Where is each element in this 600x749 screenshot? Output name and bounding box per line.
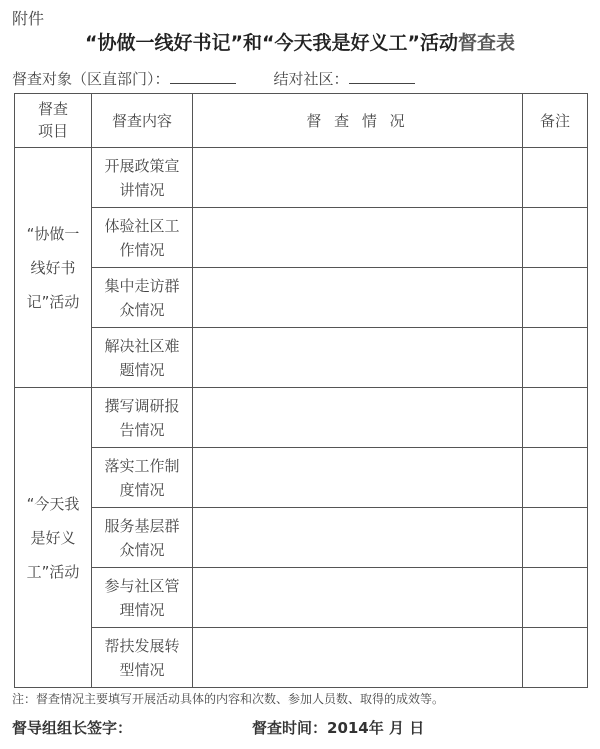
community-blank[interactable]: [349, 69, 415, 84]
condition-cell[interactable]: [193, 388, 523, 448]
target-label: 督查对象（区直部门）：: [12, 70, 170, 88]
note-cell[interactable]: [523, 388, 588, 448]
check-time-label: 督查时间：2014年 月 日: [252, 719, 425, 737]
content-cell: 落实工作制度情况: [92, 448, 193, 508]
meta-line: [12, 68, 592, 89]
footnote: 注：督查情况主要填写开展活动具体的内容和次数、参加人员数、取得的成效等。: [12, 692, 445, 706]
table-row: [15, 568, 588, 628]
table-row: [15, 208, 588, 268]
note-cell[interactable]: [523, 208, 588, 268]
condition-cell[interactable]: [193, 328, 523, 388]
table-row: [15, 328, 588, 388]
header-condition: 督 查 情 况: [193, 94, 523, 148]
content-cell: 参与社区管理情况: [92, 568, 193, 628]
condition-cell[interactable]: [193, 148, 523, 208]
condition-cell[interactable]: [193, 208, 523, 268]
table-row: [15, 508, 588, 568]
table-row: [15, 148, 588, 208]
content-cell: 帮扶发展转型情况: [92, 628, 193, 688]
inspection-table: [14, 93, 588, 688]
table-row: [15, 268, 588, 328]
note-cell[interactable]: [523, 268, 588, 328]
table-row: [15, 448, 588, 508]
attachment-label: 附件: [12, 9, 45, 28]
signature-line: [12, 717, 592, 738]
target-blank[interactable]: [170, 69, 236, 84]
note-cell[interactable]: [523, 148, 588, 208]
note-cell[interactable]: [523, 568, 588, 628]
content-cell: 开展政策宣讲情况: [92, 148, 193, 208]
table-row: [15, 628, 588, 688]
content-cell: 服务基层群众情况: [92, 508, 193, 568]
title-main: “协做一线好书记”和“今天我是好义工”活动: [85, 32, 458, 54]
note-cell[interactable]: [523, 328, 588, 388]
header-item: 督查项目: [15, 94, 92, 148]
group-cell-1: “协做一线好书记”活动: [15, 148, 92, 388]
table-row: [15, 388, 588, 448]
community-label: 结对社区：: [273, 70, 349, 88]
content-cell: 撰写调研报告情况: [92, 388, 193, 448]
condition-cell[interactable]: [193, 268, 523, 328]
document-title: [0, 28, 600, 55]
condition-cell[interactable]: [193, 508, 523, 568]
condition-cell[interactable]: [193, 448, 523, 508]
content-cell: 解决社区难题情况: [92, 328, 193, 388]
header-note: 备注: [523, 94, 588, 148]
note-cell[interactable]: [523, 628, 588, 688]
table-header-row: [15, 94, 588, 148]
note-cell[interactable]: [523, 508, 588, 568]
title-tail: 督查表: [457, 32, 515, 54]
content-cell: 体验社区工作情况: [92, 208, 193, 268]
header-content: 督查内容: [92, 94, 193, 148]
condition-cell[interactable]: [193, 568, 523, 628]
content-cell: 集中走访群众情况: [92, 268, 193, 328]
leader-sign-label: 督导组组长签字：: [12, 719, 133, 737]
condition-cell[interactable]: [193, 628, 523, 688]
note-cell[interactable]: [523, 448, 588, 508]
group-cell-2: “今天我是好义工”活动: [15, 388, 92, 688]
